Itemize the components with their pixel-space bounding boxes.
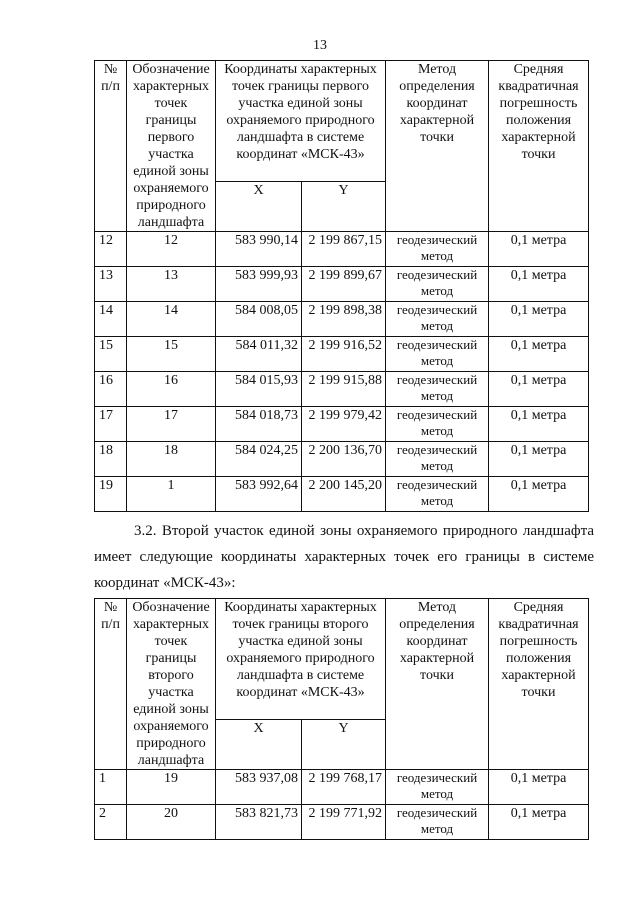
cell-accuracy: 0,1 метра [489, 442, 589, 477]
cell-point: 17 [127, 407, 216, 442]
page-number: 13 [313, 38, 327, 53]
cell-accuracy: 0,1 метра [489, 267, 589, 302]
cell-accuracy: 0,1 метра [489, 477, 589, 512]
cell-method: геодезический метод [386, 337, 489, 372]
header-method: Метод определения координат характерной точки [386, 61, 489, 232]
header-y: Y [302, 720, 386, 770]
cell-y: 2 199 979,42 [302, 407, 386, 442]
cell-num: 13 [95, 267, 127, 302]
paragraph-text: 3.2. Второй участок единой зоны охраняемого природного ландшафта имеет следующие координаты характерных точек его границы в системе координат «МСК-43»: [94, 523, 594, 591]
cell-point: 15 [127, 337, 216, 372]
cell-x: 583 990,14 [216, 232, 302, 267]
cell-num: 17 [95, 407, 127, 442]
cell-method: геодезический метод [386, 770, 489, 805]
cell-point: 12 [127, 232, 216, 267]
cell-point: 13 [127, 267, 216, 302]
cell-accuracy: 0,1 метра [489, 372, 589, 407]
cell-num: 14 [95, 302, 127, 337]
cell-num: 18 [95, 442, 127, 477]
header-designation: Обозначение характерных точек границы второго участка единой зоны охраняемого природного ландшафта [127, 599, 216, 770]
cell-accuracy: 0,1 метра [489, 805, 589, 840]
table-row [95, 267, 589, 302]
cell-point: 18 [127, 442, 216, 477]
header-accuracy: Средняя квадратичная погрешность положения характерной точки [489, 599, 589, 770]
header-designation: Обозначение характерных точек границы первого участка единой зоны охраняемого природного ландшафта [127, 61, 216, 232]
cell-method: геодезический метод [386, 407, 489, 442]
table-row [95, 805, 589, 840]
cell-x: 583 821,73 [216, 805, 302, 840]
table-row [95, 477, 589, 512]
header-coordinates: Координаты характерных точек границы первого участка единой зоны охраняемого природного ландшафта в системе координат «МСК-43» [216, 61, 386, 182]
cell-y: 2 199 915,88 [302, 372, 386, 407]
table-row [95, 302, 589, 337]
cell-x: 584 008,05 [216, 302, 302, 337]
cell-method: геодезический метод [386, 477, 489, 512]
cell-point: 19 [127, 770, 216, 805]
cell-num: 12 [95, 232, 127, 267]
cell-y: 2 200 145,20 [302, 477, 386, 512]
cell-method: геодезический метод [386, 232, 489, 267]
cell-x: 584 015,93 [216, 372, 302, 407]
header-y: Y [302, 182, 386, 232]
cell-num: 19 [95, 477, 127, 512]
cell-num: 2 [95, 805, 127, 840]
cell-num: 1 [95, 770, 127, 805]
cell-x: 583 999,93 [216, 267, 302, 302]
section-paragraph [94, 518, 594, 596]
cell-method: геодезический метод [386, 267, 489, 302]
cell-y: 2 199 898,38 [302, 302, 386, 337]
cell-point: 20 [127, 805, 216, 840]
cell-y: 2 199 916,52 [302, 337, 386, 372]
table-row [95, 442, 589, 477]
cell-y: 2 200 136,70 [302, 442, 386, 477]
cell-method: геодезический метод [386, 372, 489, 407]
cell-accuracy: 0,1 метра [489, 770, 589, 805]
cell-accuracy: 0,1 метра [489, 232, 589, 267]
header-accuracy: Средняя квадратичная погрешность положения характерной точки [489, 61, 589, 232]
coordinates-table-2 [94, 598, 589, 840]
cell-point: 16 [127, 372, 216, 407]
header-x: X [216, 182, 302, 232]
cell-point: 1 [127, 477, 216, 512]
cell-y: 2 199 771,92 [302, 805, 386, 840]
cell-y: 2 199 867,15 [302, 232, 386, 267]
cell-point: 14 [127, 302, 216, 337]
table-row [95, 372, 589, 407]
header-num: № п/п [95, 599, 127, 770]
cell-x: 584 011,32 [216, 337, 302, 372]
table-row [95, 407, 589, 442]
header-method: Метод определения координат характерной точки [386, 599, 489, 770]
cell-num: 16 [95, 372, 127, 407]
cell-method: геодезический метод [386, 302, 489, 337]
cell-method: геодезический метод [386, 442, 489, 477]
header-coordinates: Координаты характерных точек границы второго участка единой зоны охраняемого природного ландшафта в системе координат «МСК-43» [216, 599, 386, 720]
cell-x: 584 018,73 [216, 407, 302, 442]
cell-accuracy: 0,1 метра [489, 407, 589, 442]
table-row [95, 232, 589, 267]
cell-method: геодезический метод [386, 805, 489, 840]
coordinates-table-1 [94, 60, 589, 512]
cell-y: 2 199 899,67 [302, 267, 386, 302]
cell-x: 583 992,64 [216, 477, 302, 512]
cell-x: 584 024,25 [216, 442, 302, 477]
cell-num: 15 [95, 337, 127, 372]
cell-y: 2 199 768,17 [302, 770, 386, 805]
header-x: X [216, 720, 302, 770]
cell-x: 583 937,08 [216, 770, 302, 805]
table-row [95, 770, 589, 805]
cell-accuracy: 0,1 метра [489, 302, 589, 337]
table-row [95, 337, 589, 372]
cell-accuracy: 0,1 метра [489, 337, 589, 372]
header-num: № п/п [95, 61, 127, 232]
